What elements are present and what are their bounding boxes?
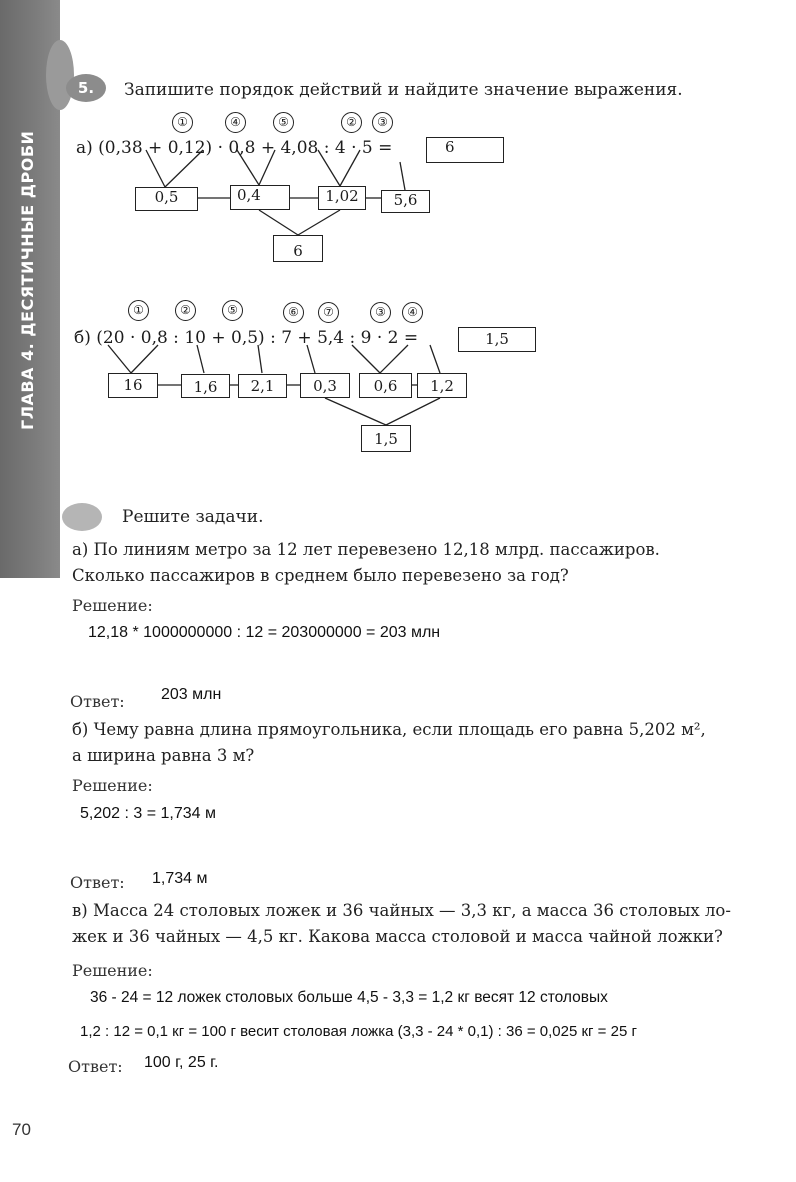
problem-c-line2: жек и 36 чайных — 4,5 кг. Какова масса столовой и масса чайной ложки? bbox=[72, 927, 723, 946]
order-mark: ④ bbox=[225, 112, 246, 133]
connector bbox=[352, 345, 380, 373]
problem-c-line1: в) Масса 24 столовых ложек и 36 чайных — 3,3 кг, а масса 36 столовых ло- bbox=[72, 901, 731, 920]
answer-a: 203 млн bbox=[161, 686, 222, 703]
connector bbox=[386, 398, 440, 425]
answer-b: 1,734 м bbox=[152, 870, 208, 887]
problem-a-line2: Сколько пассажиров в среднем было перевезено за год? bbox=[72, 566, 569, 585]
connector bbox=[298, 210, 340, 235]
connector bbox=[131, 345, 158, 373]
connector bbox=[325, 398, 386, 425]
connector bbox=[259, 210, 298, 235]
step-box: 5,6 bbox=[381, 190, 430, 213]
solution-a: 12,18 * 1000000000 : 12 = 203000000 = 203 млн bbox=[88, 624, 441, 641]
step-box: 0,6 bbox=[359, 373, 412, 398]
problem-a-line1: а) По линиям метро за 12 лет перевезено 12,18 млрд. пассажиров. bbox=[72, 540, 660, 559]
task-6-title: Решите задачи. bbox=[122, 507, 264, 527]
order-mark: ⑥ bbox=[283, 302, 304, 323]
order-mark: ③ bbox=[372, 112, 393, 133]
task-6-number-badge bbox=[62, 503, 102, 531]
page-number: 70 bbox=[12, 1120, 31, 1139]
solution-c-line2: 1,2 : 12 = 0,1 кг = 100 г весит столовая ложка (3,3 - 24 * 0,1) : 36 = 0,025 кг = 25 г bbox=[80, 1023, 637, 1040]
order-mark: ⑦ bbox=[318, 302, 339, 323]
answer-label-c: Ответ: bbox=[68, 1057, 123, 1076]
task-5-title: Запишите порядок действий и найдите значение выражения. bbox=[124, 80, 683, 100]
connector bbox=[108, 345, 131, 373]
order-mark: ④ bbox=[402, 302, 423, 323]
expression-a: а) (0,38 + 0,12) · 0,8 + 4,08 : 4 · 5 = bbox=[76, 138, 393, 158]
problem-b-line2: а ширина равна 3 м? bbox=[72, 746, 255, 765]
step-box: 0,4 bbox=[230, 185, 290, 210]
expression-b: б) (20 · 0,8 : 10 + 0,5) : 7 + 5,4 : 9 · 2 = bbox=[74, 328, 419, 348]
solution-label-a: Решение: bbox=[72, 596, 153, 615]
answer-box-b: 1,5 bbox=[458, 327, 536, 352]
connector bbox=[307, 345, 315, 373]
step-box: 2,1 bbox=[238, 374, 287, 398]
order-mark: ③ bbox=[370, 302, 391, 323]
connector bbox=[400, 162, 405, 190]
solution-b: 5,202 : 3 = 1,734 м bbox=[80, 805, 216, 822]
order-mark: ⑤ bbox=[273, 112, 294, 133]
order-mark: ① bbox=[128, 300, 149, 321]
order-mark: ⑤ bbox=[222, 300, 243, 321]
result-box-a: 6 bbox=[273, 235, 323, 262]
step-box: 1,6 bbox=[181, 374, 230, 398]
chapter-label: ГЛАВА 4. ДЕСЯТИЧНЫЕ ДРОБИ bbox=[18, 130, 37, 430]
problem-b-line1: б) Чему равна длина прямоугольника, если площадь его равна 5,202 м², bbox=[72, 720, 706, 739]
solution-label-c: Решение: bbox=[72, 961, 153, 980]
task-5-number: 5. bbox=[66, 74, 106, 102]
solution-label-b: Решение: bbox=[72, 776, 153, 795]
step-box: 1,2 bbox=[417, 373, 467, 398]
answer-label-b: Ответ: bbox=[70, 873, 125, 892]
connector bbox=[258, 345, 262, 373]
result-box-b: 1,5 bbox=[361, 425, 411, 452]
order-mark: ② bbox=[341, 112, 362, 133]
connector bbox=[430, 345, 440, 373]
step-box: 0,3 bbox=[300, 373, 350, 398]
solution-c-line1: 36 - 24 = 12 ложек столовых больше 4,5 - 3,3 = 1,2 кг весят 12 столовых bbox=[90, 989, 608, 1006]
step-box: 1,02 bbox=[318, 186, 366, 210]
order-mark: ① bbox=[172, 112, 193, 133]
answer-c: 100 г, 25 г. bbox=[144, 1054, 219, 1071]
order-mark: ② bbox=[175, 300, 196, 321]
connector bbox=[380, 345, 408, 373]
answer-box-a: 6 bbox=[426, 137, 504, 163]
step-box: 16 bbox=[108, 373, 158, 398]
step-box: 0,5 bbox=[135, 187, 198, 211]
connector bbox=[197, 345, 204, 373]
answer-label-a: Ответ: bbox=[70, 692, 125, 711]
